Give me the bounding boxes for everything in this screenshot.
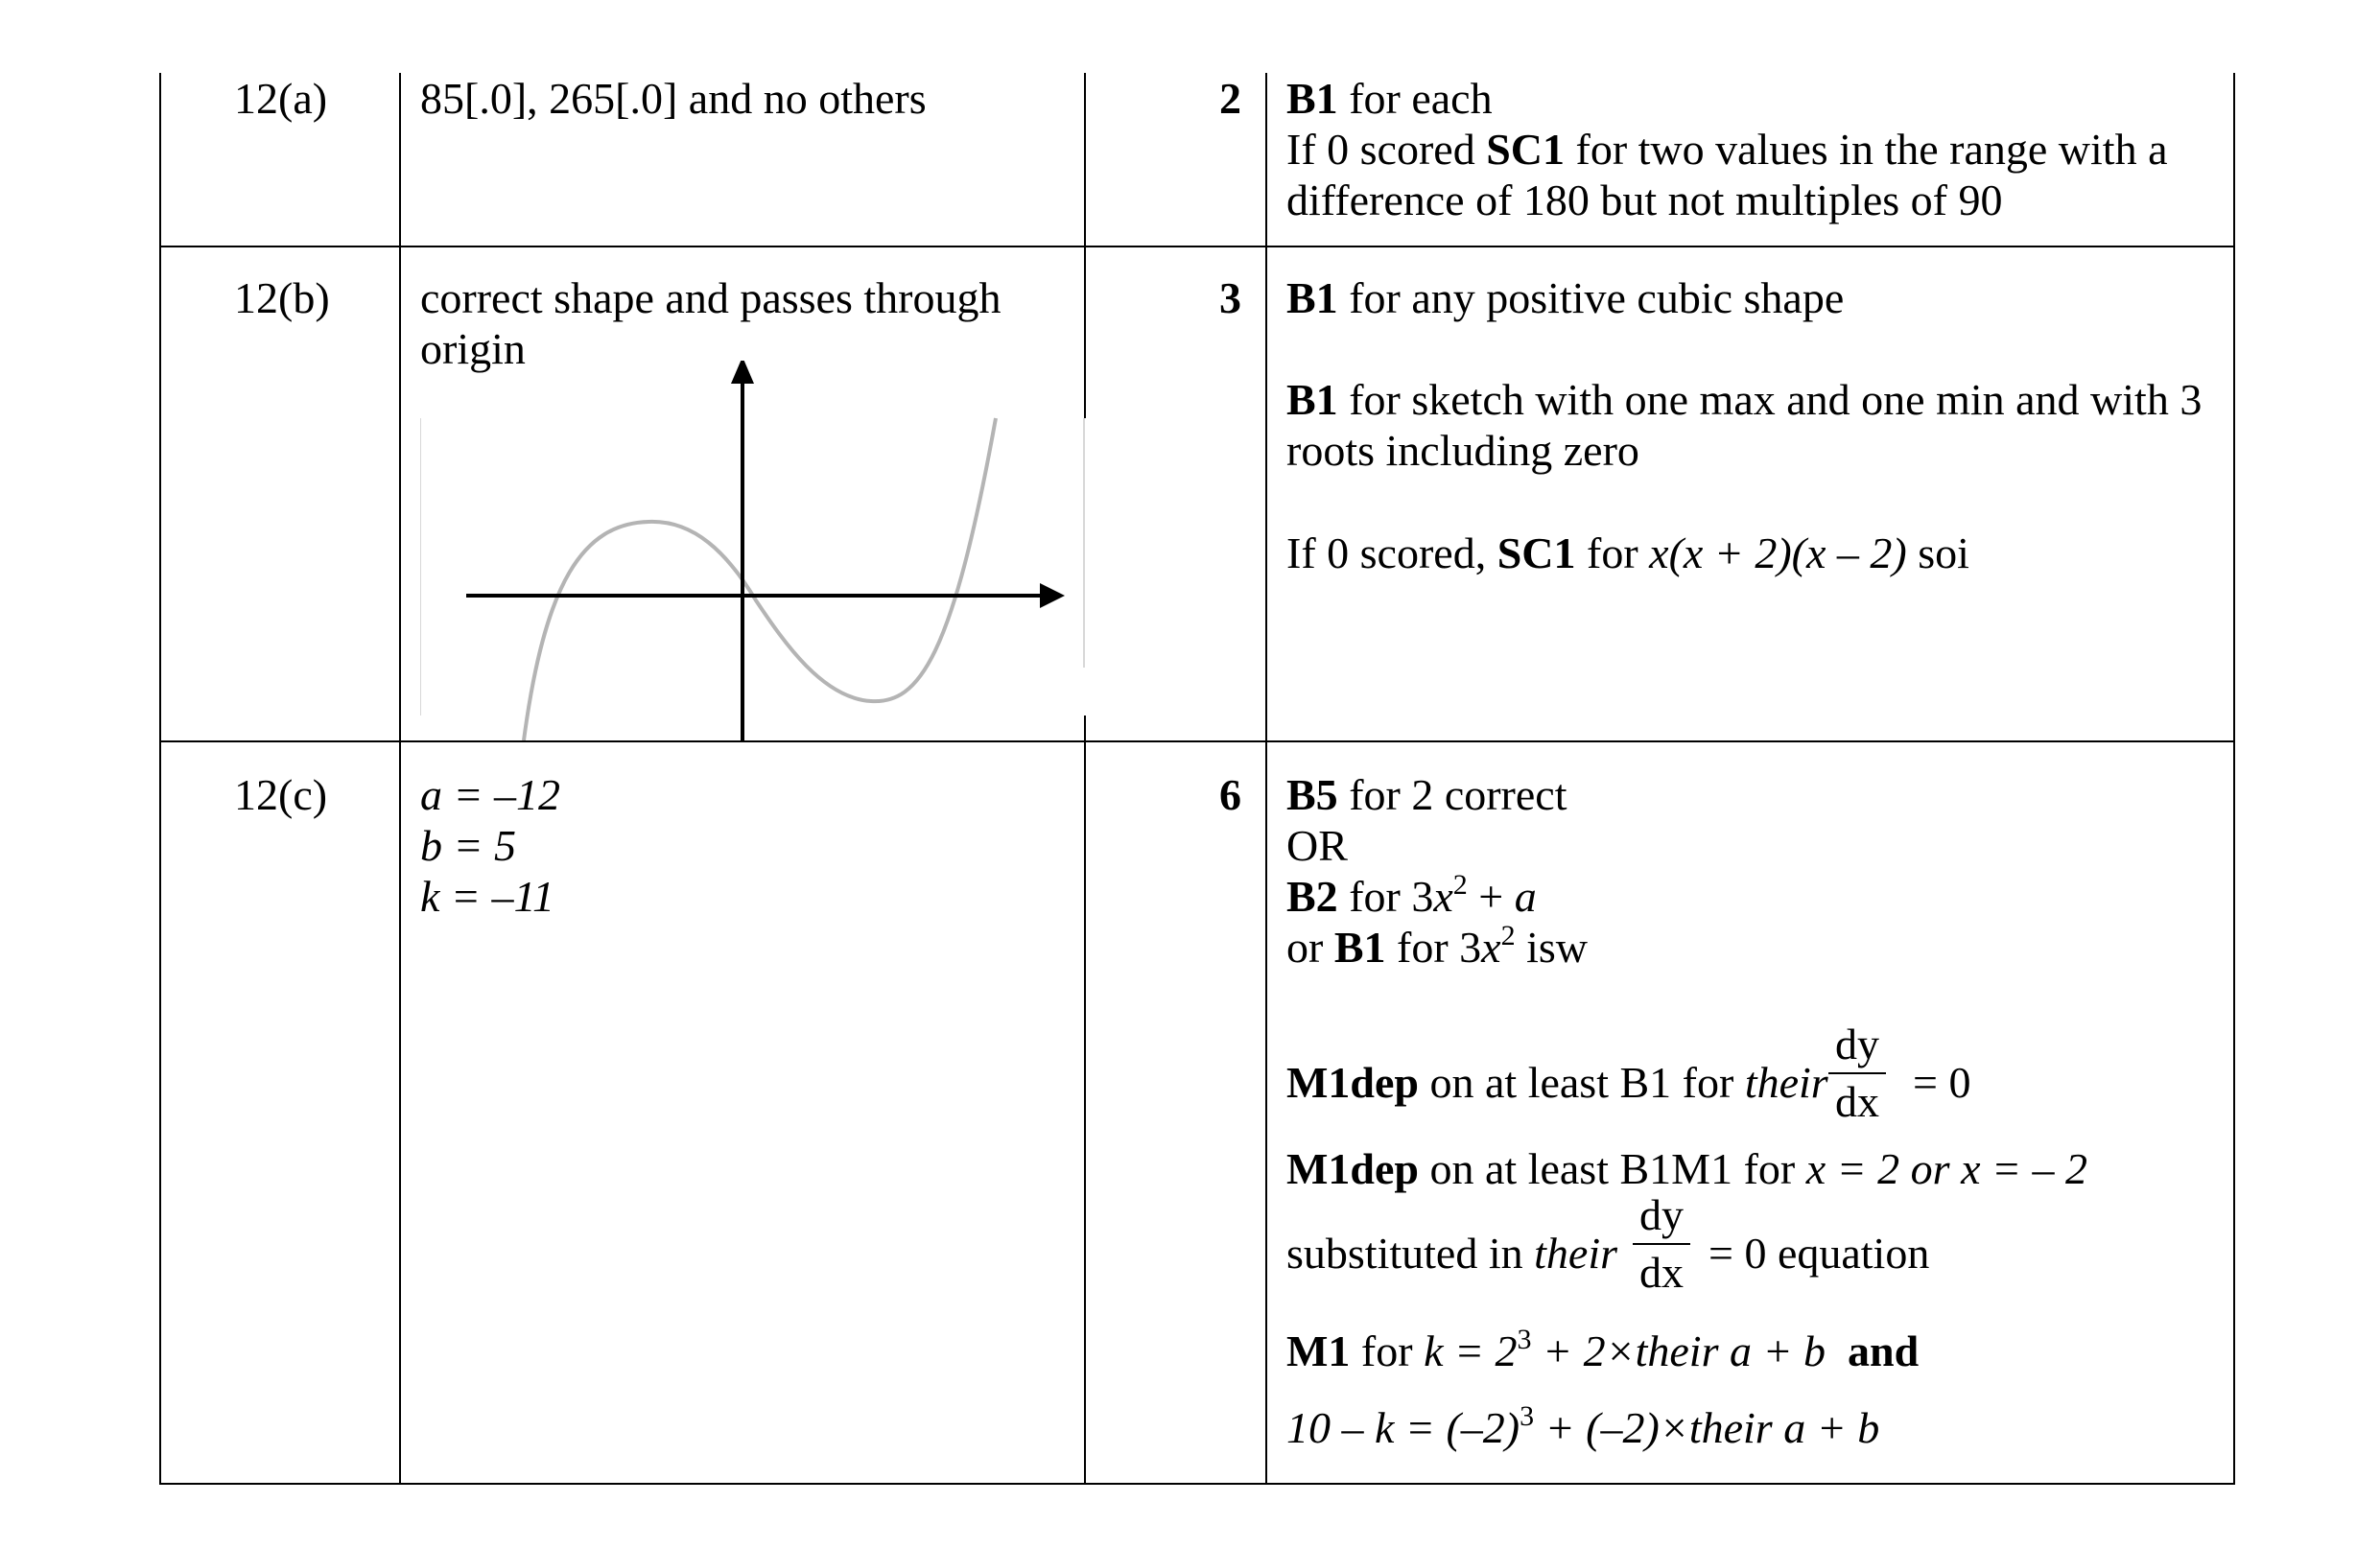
guidance-superscript: 2 <box>1452 869 1468 901</box>
guidance-line <box>1286 871 1537 927</box>
guidance-text: on at least B1 for <box>1419 1058 1745 1107</box>
answer-text: 85[.0], 265[.0] and no others <box>420 74 927 123</box>
guidance-text: for two values in the range with a <box>1565 125 2168 174</box>
question-label: 12(b) <box>234 273 330 322</box>
guidance-superscript: 2 <box>1500 920 1516 951</box>
guidance-line <box>1286 73 1493 124</box>
guidance-line <box>1286 528 1969 578</box>
guidance-mark-code: SC1 <box>1486 125 1566 174</box>
guidance-variable: a <box>1514 872 1537 921</box>
guidance-mark-code: B1 <box>1286 74 1338 123</box>
guidance-text: for any positive cubic shape <box>1337 273 1845 322</box>
table-bottom-border <box>159 1483 2235 1485</box>
guidance-expression: x = 2 or x = – 2 <box>1805 1144 2088 1193</box>
guidance-mark-code: M1dep <box>1286 1058 1419 1107</box>
dy-dx-fraction <box>1633 1191 1690 1297</box>
guidance-text: or <box>1286 923 1334 972</box>
guidance-mark-code: B1 <box>1286 273 1338 322</box>
guidance-line <box>1286 769 1567 820</box>
col-border-question <box>399 73 401 1485</box>
marks-value: 2 <box>1219 74 1241 123</box>
col-border-answer <box>1084 73 1086 1485</box>
guidance-superscript: 3 <box>1520 1400 1535 1432</box>
answer-text: a = –12 <box>420 770 561 819</box>
guidance-text: If 0 scored, <box>1286 528 1497 577</box>
fraction-numerator: dy <box>1639 1190 1684 1239</box>
fraction-bar <box>1633 1243 1690 1245</box>
fraction-bar <box>1828 1072 1886 1074</box>
guidance-line: roots including zero <box>1286 426 1639 475</box>
guidance-text: = 0 equation <box>1708 1229 1930 1278</box>
guidance-line <box>1286 272 1844 323</box>
col-border-marks <box>1265 73 1267 1485</box>
fraction-numerator: dy <box>1835 1020 1879 1068</box>
guidance-variable: x <box>1433 872 1453 921</box>
guidance-line <box>1286 1228 1617 1279</box>
guidance-mark-code: B1 <box>1333 923 1386 972</box>
row-divider-2 <box>159 740 2235 742</box>
guidance-expression: k = 2 <box>1424 1326 1518 1375</box>
answer-text: b = 5 <box>420 821 517 870</box>
guidance-line <box>1286 1326 1919 1382</box>
guidance-text: for each <box>1337 74 1493 123</box>
guidance-line <box>1286 374 2202 425</box>
guidance-variable: x <box>1481 923 1501 972</box>
guidance-text: for 2 correct <box>1337 770 1567 819</box>
guidance-mark-code: B1 <box>1286 375 1338 424</box>
guidance-text: for 3 <box>1337 872 1434 921</box>
guidance-their: their <box>1534 1229 1618 1278</box>
marks-value: 6 <box>1219 770 1241 819</box>
col-border-right <box>2233 73 2235 1485</box>
marks-value: 3 <box>1219 273 1241 322</box>
guidance-line: difference of 180 but not multiples of 90 <box>1286 176 2003 224</box>
row-divider-1 <box>159 246 2235 247</box>
guidance-and: and <box>1848 1326 1920 1375</box>
fraction-denominator: dx <box>1639 1248 1684 1297</box>
guidance-line: OR <box>1286 821 1348 870</box>
question-label: 12(c) <box>234 770 328 819</box>
dy-dx-fraction <box>1828 1021 1886 1126</box>
guidance-line <box>1286 1057 1828 1108</box>
guidance-text: for <box>1575 528 1650 577</box>
answer-text: origin <box>420 324 526 373</box>
guidance-mark-code: B5 <box>1286 770 1338 819</box>
guidance-text: If 0 scored <box>1286 125 1487 174</box>
guidance-expression: x(x + 2)(x – 2) <box>1649 528 1907 577</box>
guidance-line <box>1286 922 1588 978</box>
guidance-line <box>1286 1402 1879 1459</box>
guidance-superscript: 3 <box>1517 1324 1532 1355</box>
fraction-denominator: dx <box>1835 1077 1879 1126</box>
guidance-their: their <box>1744 1058 1828 1107</box>
guidance-text: for 3 <box>1385 923 1482 972</box>
guidance-text: for sketch with one max and one min and with 3 <box>1337 375 2203 424</box>
guidance-mark-code: B2 <box>1286 872 1338 921</box>
y-axis-arrow <box>731 361 754 384</box>
cubic-sketch <box>420 361 1086 740</box>
guidance-equals-zero: = 0 <box>1913 1058 1971 1107</box>
guidance-text: substituted in <box>1286 1229 1535 1278</box>
guidance-text: + <box>1467 872 1515 921</box>
guidance-line <box>1286 124 2168 175</box>
guidance-expression: + (–2)×their a + b <box>1534 1403 1880 1452</box>
guidance-text: for <box>1350 1326 1425 1375</box>
guidance-text: on at least B1M1 for <box>1419 1144 1806 1193</box>
answer-text: correct shape and passes through <box>420 273 1001 322</box>
guidance-line <box>1286 1143 2087 1194</box>
guidance-text: soi <box>1906 528 1969 577</box>
guidance-text: isw <box>1515 923 1588 972</box>
guidance-mark-code: SC1 <box>1496 528 1576 577</box>
question-label: 12(a) <box>234 74 328 123</box>
guidance-mark-code: M1 <box>1286 1326 1351 1375</box>
guidance-mark-code: M1dep <box>1286 1144 1419 1193</box>
col-border-left <box>159 73 161 1485</box>
guidance-expression: + 2×their a + b <box>1531 1326 1826 1375</box>
guidance-expression: 10 – k = (–2) <box>1286 1403 1520 1452</box>
mark-scheme-table <box>159 73 2235 1485</box>
answer-text: k = –11 <box>420 872 555 921</box>
